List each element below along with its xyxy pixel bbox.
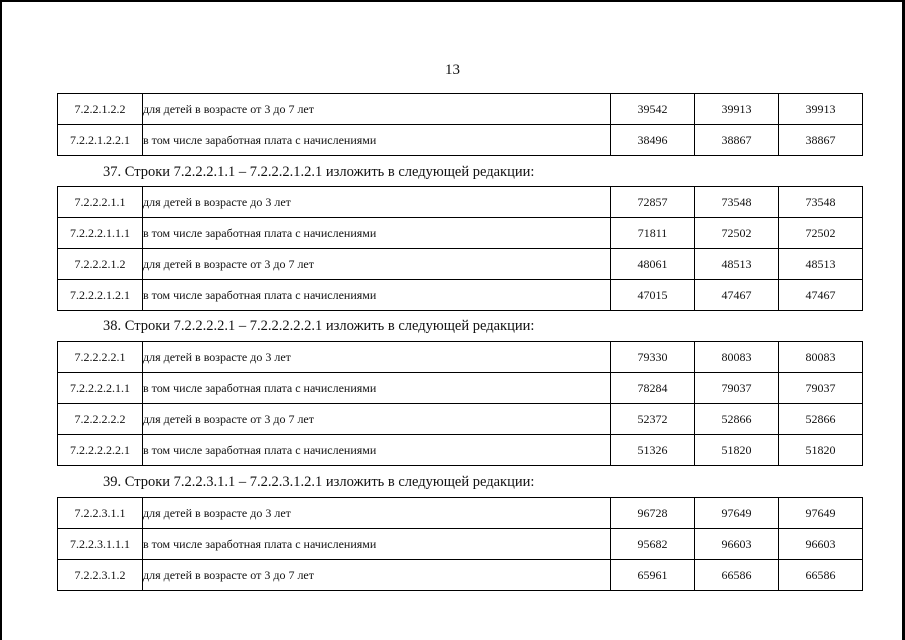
- row-value-1: 38496: [611, 125, 695, 156]
- row-value-2: 79037: [695, 373, 779, 404]
- table-row: [58, 94, 863, 125]
- row-description: в том числе заработная плата с начислениями: [143, 125, 611, 156]
- table-row: [58, 280, 863, 311]
- row-value-1: 71811: [611, 218, 695, 249]
- row-code: 7.2.2.1.2.2: [58, 94, 143, 125]
- table-row: [58, 529, 863, 560]
- row-code: 7.2.2.2.2.1: [58, 342, 143, 373]
- section-heading-38: 38. Строки 7.2.2.2.2.1 – 7.2.2.2.2.2.1 изложить в следующей редакции:: [103, 318, 535, 334]
- row-value-3: 52866: [779, 404, 863, 435]
- row-value-1: 78284: [611, 373, 695, 404]
- row-value-3: 79037: [779, 373, 863, 404]
- row-code: 7.2.2.2.1.2.1: [58, 280, 143, 311]
- row-value-1: 95682: [611, 529, 695, 560]
- row-value-2: 66586: [695, 560, 779, 591]
- scan-border-left: [0, 0, 2, 640]
- row-value-1: 48061: [611, 249, 695, 280]
- row-value-2: 73548: [695, 187, 779, 218]
- row-code: 7.2.2.3.1.1: [58, 498, 143, 529]
- row-value-3: 97649: [779, 498, 863, 529]
- row-value-1: 52372: [611, 404, 695, 435]
- row-description: в том числе заработная плата с начислениями: [143, 218, 611, 249]
- row-description: в том числе заработная плата с начислениями: [143, 373, 611, 404]
- row-value-3: 39913: [779, 94, 863, 125]
- table-row: [58, 560, 863, 591]
- row-code: 7.2.2.3.1.2: [58, 560, 143, 591]
- table-section-39: [57, 497, 863, 591]
- row-value-1: 51326: [611, 435, 695, 466]
- row-description: для детей в возрасте до 3 лет: [143, 498, 611, 529]
- row-description: для детей в возрасте от 3 до 7 лет: [143, 560, 611, 591]
- row-value-2: 72502: [695, 218, 779, 249]
- row-description: для детей в возрасте от 3 до 7 лет: [143, 94, 611, 125]
- row-description: для детей в возрасте до 3 лет: [143, 187, 611, 218]
- table-row: [58, 249, 863, 280]
- row-code: 7.2.2.2.2.2.1: [58, 435, 143, 466]
- table-section-38: [57, 341, 863, 466]
- table-row: [58, 187, 863, 218]
- row-description: для детей в возрасте от 3 до 7 лет: [143, 249, 611, 280]
- table-row: [58, 404, 863, 435]
- row-value-2: 97649: [695, 498, 779, 529]
- row-description: для детей в возрасте до 3 лет: [143, 342, 611, 373]
- row-code: 7.2.2.2.2.1.1: [58, 373, 143, 404]
- row-code: 7.2.2.3.1.1.1: [58, 529, 143, 560]
- row-value-3: 73548: [779, 187, 863, 218]
- row-code: 7.2.2.1.2.2.1: [58, 125, 143, 156]
- page-number: 13: [445, 62, 460, 78]
- table-row: [58, 125, 863, 156]
- row-value-2: 38867: [695, 125, 779, 156]
- row-value-1: 79330: [611, 342, 695, 373]
- row-value-1: 96728: [611, 498, 695, 529]
- row-description: для детей в возрасте от 3 до 7 лет: [143, 404, 611, 435]
- section-heading-39: 39. Строки 7.2.2.3.1.1 – 7.2.2.3.1.2.1 изложить в следующей редакции:: [103, 474, 535, 490]
- row-code: 7.2.2.2.1.2: [58, 249, 143, 280]
- row-value-1: 72857: [611, 187, 695, 218]
- row-value-2: 80083: [695, 342, 779, 373]
- row-value-1: 47015: [611, 280, 695, 311]
- row-description: в том числе заработная плата с начислениями: [143, 435, 611, 466]
- row-code: 7.2.2.2.1.1.1: [58, 218, 143, 249]
- table-row: [58, 435, 863, 466]
- row-value-2: 51820: [695, 435, 779, 466]
- section-heading-37: 37. Строки 7.2.2.2.1.1 – 7.2.2.2.1.2.1 изложить в следующей редакции:: [103, 164, 535, 180]
- row-value-2: 52866: [695, 404, 779, 435]
- table-section-37: [57, 186, 863, 311]
- row-value-3: 38867: [779, 125, 863, 156]
- row-description: в том числе заработная плата с начислениями: [143, 280, 611, 311]
- row-value-3: 96603: [779, 529, 863, 560]
- table-row: [58, 342, 863, 373]
- row-value-1: 39542: [611, 94, 695, 125]
- row-value-2: 39913: [695, 94, 779, 125]
- row-value-3: 47467: [779, 280, 863, 311]
- scan-border-top: [0, 0, 905, 2]
- table-row: [58, 218, 863, 249]
- row-value-3: 48513: [779, 249, 863, 280]
- row-value-2: 48513: [695, 249, 779, 280]
- row-value-3: 51820: [779, 435, 863, 466]
- row-value-2: 47467: [695, 280, 779, 311]
- row-value-2: 96603: [695, 529, 779, 560]
- table-section-0: [57, 93, 863, 156]
- table-row: [58, 498, 863, 529]
- row-code: 7.2.2.2.1.1: [58, 187, 143, 218]
- row-value-3: 66586: [779, 560, 863, 591]
- row-code: 7.2.2.2.2.2: [58, 404, 143, 435]
- row-value-3: 80083: [779, 342, 863, 373]
- row-value-1: 65961: [611, 560, 695, 591]
- row-value-3: 72502: [779, 218, 863, 249]
- table-row: [58, 373, 863, 404]
- row-description: в том числе заработная плата с начислениями: [143, 529, 611, 560]
